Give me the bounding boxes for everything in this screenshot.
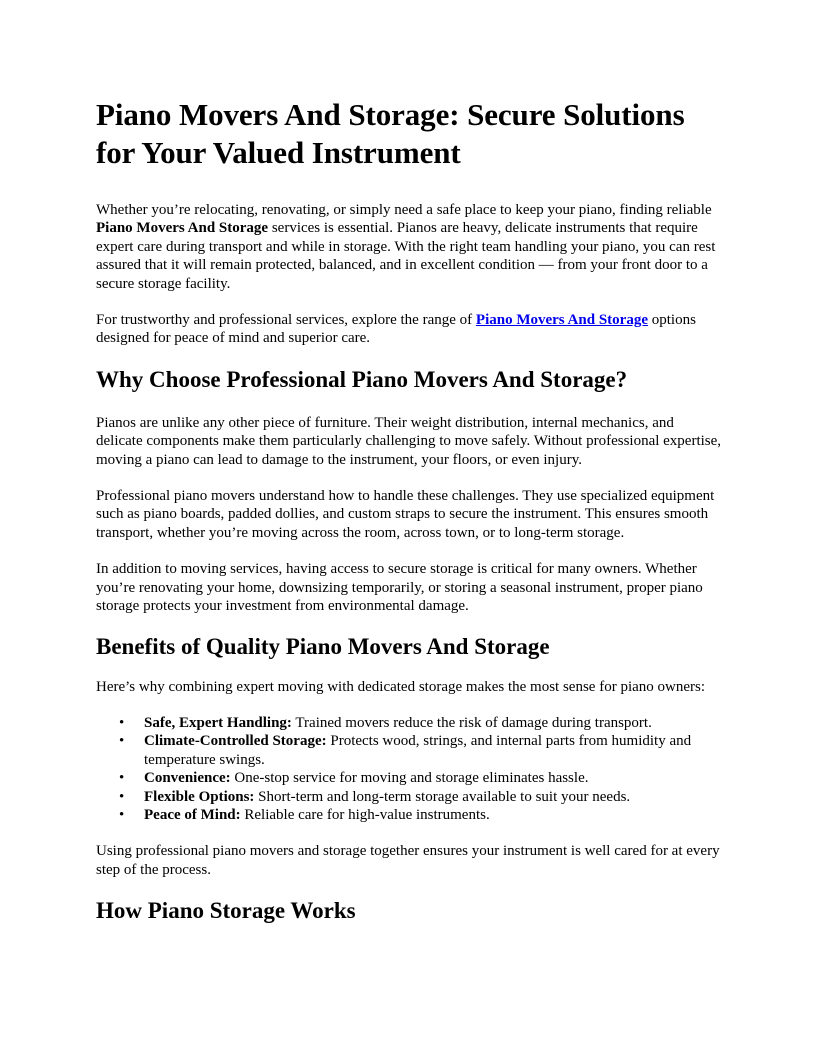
list-item-text: One-stop service for moving and storage eliminates hassle.: [230, 770, 589, 787]
services-text-start: For trustworthy and professional services, explore the range of: [96, 312, 476, 329]
why-paragraph-3: In addition to moving services, having access to secure storage is critical for many owners. Whether you’re renovating your home, downsizing temporarily, or storing a seasonal instrument, proper piano storage protects your investment from environmental damage.: [96, 561, 703, 615]
piano-movers-link[interactable]: Piano Movers And Storage: [475, 312, 648, 329]
benefits-outro: Using professional piano movers and storage together ensures your instrument is well cared for at every step of the process.: [96, 843, 720, 878]
why-heading: Why Choose Professional Piano Movers And Storage?: [96, 366, 628, 392]
list-item-text: Short-term and long-term storage available to suit your needs.: [254, 788, 631, 805]
benefits-heading: Benefits of Quality Piano Movers And Storage: [96, 633, 550, 659]
bullet-icon: •: [119, 788, 125, 805]
intro-paragraph: [96, 201, 724, 293]
bullet-icon: •: [119, 770, 125, 787]
intro-bold-keyword: Piano Movers And Storage: [96, 220, 269, 237]
list-item: [96, 714, 724, 732]
intro-text-start: Whether you’re relocating, renovating, or simply need a safe place to keep your piano, finding reliable: [96, 202, 712, 218]
list-item-title: Climate-Controlled Storage:: [144, 733, 327, 750]
bullet-icon: •: [119, 806, 125, 823]
list-item: [96, 788, 724, 806]
list-item: [96, 769, 724, 787]
benefits-list: [96, 714, 724, 824]
list-item-text: Trained movers reduce the risk of damage during transport.: [291, 714, 652, 731]
services-paragraph: [96, 311, 724, 348]
list-item-title: Flexible Options:: [144, 788, 255, 805]
bullet-icon: •: [119, 714, 125, 731]
list-item-text: Protects wood, strings, and internal parts from humidity and temperature swings.: [144, 733, 692, 768]
why-paragraph-1: Pianos are unlike any other piece of furniture. Their weight distribution, internal mechanics, and delicate components make them particularly challenging to move safely. Without professional expertise, moving a piano can lead to damage to the instrument, your floors, or even injury.: [96, 414, 722, 468]
page-title: Piano Movers And Storage: Secure Solutions for Your Valued Instrument: [96, 97, 685, 170]
list-item: [96, 806, 724, 824]
bullet-icon: •: [119, 733, 125, 750]
list-item-text: Reliable care for high-value instruments.: [240, 806, 490, 823]
why-paragraph-2: Professional piano movers understand how to handle these challenges. They use specialized equipment such as piano boards, padded dollies, and custom straps to secure the instrument. This ensures smooth transport, whether you’re moving across the room, across town, or to long-term storage.: [96, 488, 715, 541]
document-page: [96, 96, 724, 925]
services-text-end: options designed for peace of mind and superior care.: [96, 312, 696, 347]
intro-text-end: services is essential. Pianos are heavy, delicate instruments that require expert care during transport and while in storage. With the right team handling your piano, you can rest assured that it will remain protected, balanced, and in excellent condition — from your front door to a secure storage facility.: [96, 220, 716, 292]
list-item-title: Convenience:: [144, 770, 231, 787]
how-heading: How Piano Storage Works: [96, 898, 356, 924]
benefits-intro: Here’s why combining expert moving with dedicated storage makes the most sense for piano owners:: [96, 678, 706, 695]
list-item-title: Peace of Mind:: [144, 806, 241, 823]
list-item: [96, 732, 724, 769]
list-item-title: Safe, Expert Handling:: [144, 714, 292, 731]
